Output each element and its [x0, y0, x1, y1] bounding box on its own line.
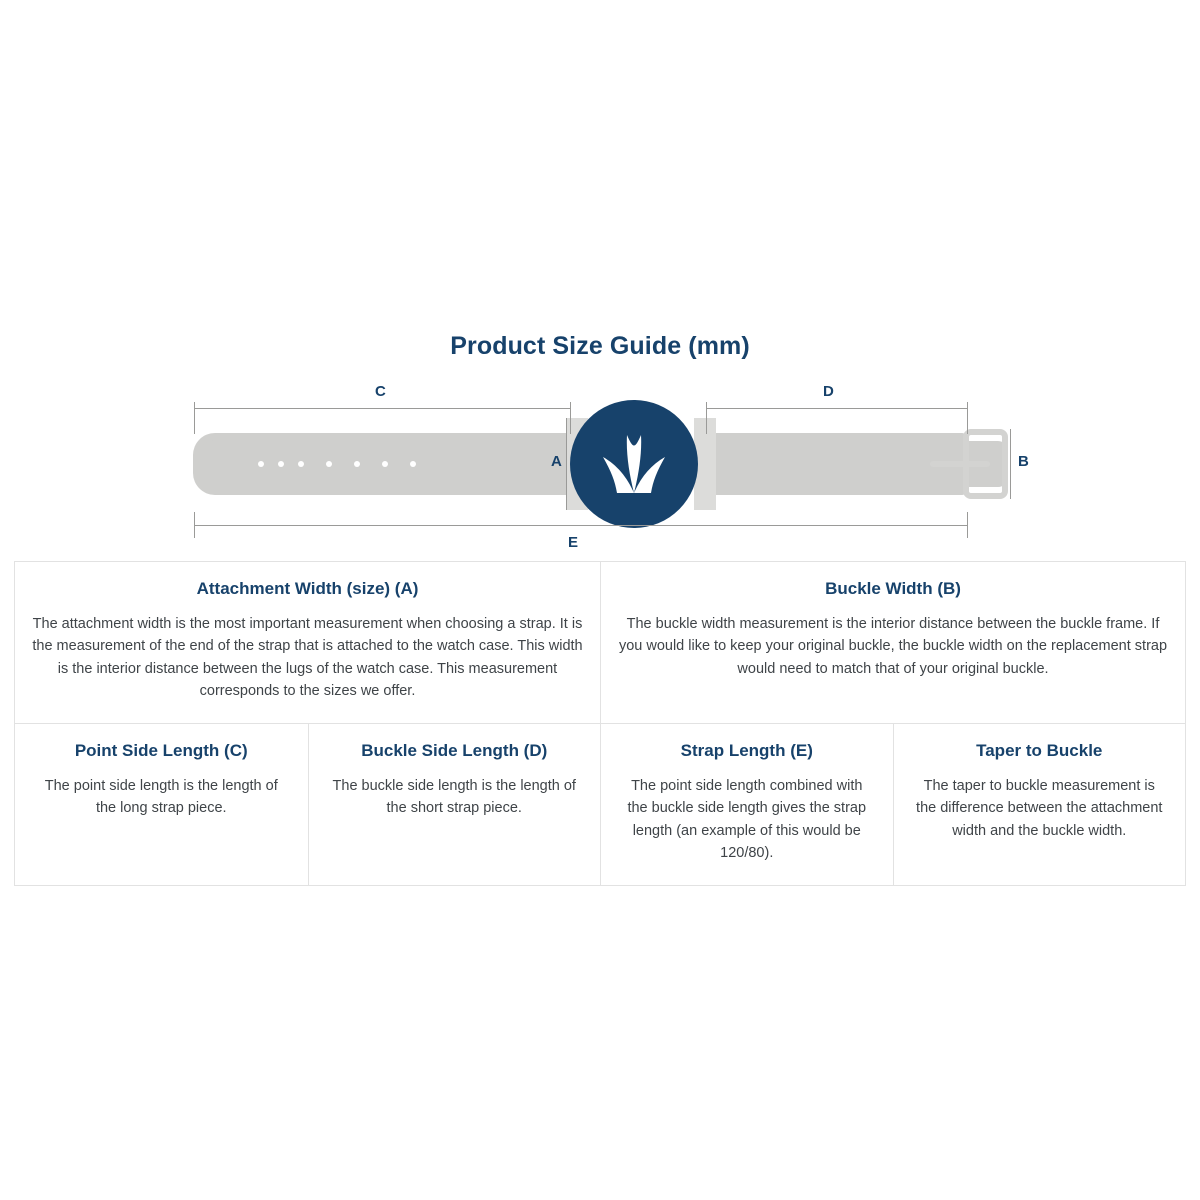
- dimension-extension-c-right: [570, 402, 571, 434]
- dimension-label-d: D: [823, 383, 834, 400]
- table-row: [15, 724, 1185, 885]
- cell-heading: Buckle Width (B): [825, 579, 961, 598]
- strap-hole: [298, 461, 304, 467]
- dimension-line-a: [566, 418, 567, 510]
- cell-heading: Buckle Side Length (D): [361, 740, 548, 760]
- cell-body: The taper to buckle measurement is the difference between the attachment width and the buckle width.: [916, 777, 1163, 839]
- cell-body: The buckle side length is the length of the short strap piece.: [332, 777, 576, 817]
- cell-body: The point side length combined with the buckle side length gives the strap length (an example of this would be 120/80).: [627, 777, 867, 862]
- dimension-extension-c-left: [194, 402, 195, 434]
- cell-buckle-side-length: [308, 724, 601, 885]
- dimension-extension-e-right: [967, 512, 968, 538]
- strap-hole: [354, 461, 360, 467]
- dimension-line-e: [194, 525, 968, 526]
- dimension-line-b: [1010, 429, 1011, 499]
- dimension-label-e: E: [568, 534, 579, 551]
- dimension-label-b: B: [1018, 453, 1029, 470]
- cell-heading: Taper to Buckle: [976, 740, 1103, 760]
- dimension-label-c: C: [375, 383, 386, 400]
- cell-taper-to-buckle: [893, 724, 1186, 885]
- dimension-extension-e-left: [194, 512, 195, 538]
- strap-hole: [278, 461, 284, 467]
- buckle-tongue: [930, 461, 990, 467]
- cell-body: The buckle width measurement is the interior distance between the buckle frame. If you would like to keep your original buckle, the buckle width on the replacement strap would need to match that of your original buckle.: [618, 616, 1168, 677]
- strap-hole: [382, 461, 388, 467]
- cell-heading: Point Side Length (C): [74, 740, 248, 760]
- cell-point-side-length: [15, 724, 308, 885]
- leaf-logo-icon: [591, 431, 677, 497]
- dimension-line-c: [194, 408, 570, 409]
- strap-hole: [326, 461, 332, 467]
- cell-strap-length: [600, 724, 893, 885]
- table-row: [15, 562, 1185, 724]
- cell-heading: Strap Length (E): [680, 740, 813, 760]
- dimension-extension-d-right: [967, 402, 968, 434]
- strap-hole: [410, 461, 416, 467]
- watch-case: [570, 400, 698, 528]
- measurement-definitions-table: [14, 561, 1186, 886]
- cell-body: The attachment width is the most important measurement when choosing a strap. It is the measurement of the end of the strap that is attached to the watch case. This width is the interior distance between the lugs of the watch case. This measurement corresponds to the sizes we offer.: [32, 616, 583, 700]
- strap-long-piece-taper: [193, 440, 313, 488]
- dimension-extension-d-left: [706, 402, 707, 434]
- page-title: Product Size Guide (mm): [450, 332, 750, 360]
- cell-heading: Attachment Width (size) (A): [196, 579, 419, 598]
- cell-body: The point side length is the length of the long strap piece.: [44, 777, 278, 817]
- strap-short-piece: [706, 433, 966, 495]
- dimension-label-a: A: [551, 453, 562, 470]
- strap-hole: [258, 461, 264, 467]
- dimension-line-d: [706, 408, 968, 409]
- cell-attachment-width: [15, 562, 600, 723]
- cell-buckle-width: [600, 562, 1185, 723]
